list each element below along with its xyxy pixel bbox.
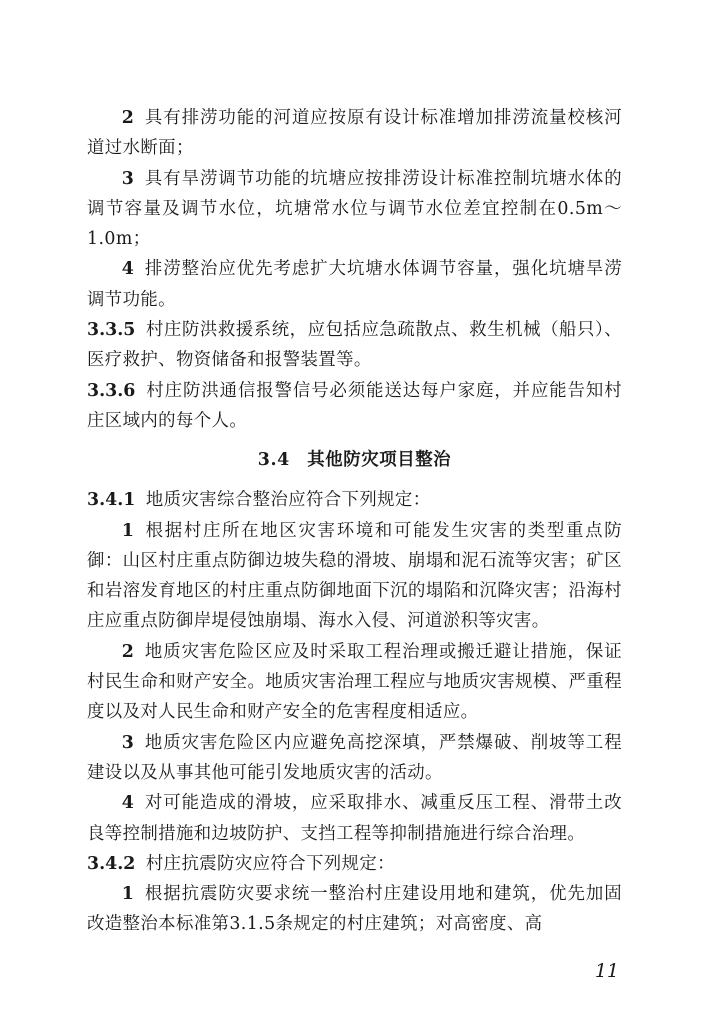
item-text: 具有排涝功能的河道应按原有设计标准增加排涝流量校核河道过水断面； [87,108,622,159]
clause [87,485,622,515]
item-text: 对可能造成的滑坡，应采取排水、减重反压工程、滑带土改良等控制措施和边坡防护、支挡工程等抑制措施进行综合治理。 [87,793,622,844]
item-text: 地质灾害危险区应及时采取工程治理或搬迁避让措施，保证村民生命和财产安全。地质灾害治理工程应与地质灾害规模、严重程度以及对人民生命和财产安全的危害程度相适应。 [87,641,622,723]
clause-text: 地质灾害综合整治应符合下列规定： [145,490,431,511]
clause-text: 村庄防洪救援系统，应包括应急疏散点、救生机械（船只）、医疗救护、物资储备和报警装置等。 [87,320,622,371]
item-number: 3 [121,168,134,189]
list-item [87,637,622,728]
clause [87,849,622,879]
list-item [87,788,622,849]
item-number: 1 [121,520,134,541]
section-number: 3.4 [257,450,290,471]
clause-number: 3.3.6 [87,380,136,401]
list-item [87,103,622,164]
section-title: 其他防灾项目整治 [307,450,452,471]
list-item [87,879,622,940]
list-item [87,164,622,255]
item-text: 排涝整治应优先考虑扩大坑塘水体调节容量，强化坑塘旱涝调节功能。 [87,259,622,310]
item-number: 4 [121,793,134,814]
list-item [87,254,622,315]
item-text: 地质灾害危险区内应避免高挖深填，严禁爆破、削坡等工程建设以及从事其他可能引发地质灾害的活动。 [87,732,622,783]
item-text: 具有旱涝调节功能的坑塘应按排涝设计标准控制坑塘水体的调节容量及调节水位，坑塘常水位与调节水位差宜控制在0.5m～1.0m； [87,168,622,250]
clause-text: 村庄防洪通信报警信号必须能送达每户家庭，并应能告知村庄区域内的每个人。 [87,380,622,431]
clause [87,315,622,376]
item-number: 1 [121,884,134,905]
page-content [87,103,622,940]
clause-number: 3.4.1 [87,490,136,511]
page-number: 11 [594,960,619,982]
clause-text: 村庄抗震防灾应符合下列规定： [145,853,395,874]
section-heading [87,445,622,475]
clause [87,376,622,437]
item-text: 根据抗震防灾要求统一整治村庄建设用地和建筑，优先加固改造整治本标准第3.1.5条规定的村庄建筑；对高密度、高 [87,884,622,935]
item-number: 4 [121,259,134,280]
list-item [87,516,622,637]
clause-number: 3.4.2 [87,853,136,874]
item-number: 2 [121,108,134,128]
list-item [87,728,622,789]
clause-number: 3.3.5 [87,320,136,341]
item-number: 2 [121,641,134,662]
item-number: 3 [121,732,134,753]
item-text: 根据村庄所在地区灾害环境和可能发生灾害的类型重点防御：山区村庄重点防御边坡失稳的滑坡、崩塌和泥石流等灾害；矿区和岩溶发育地区的村庄重点防御地面下沉的塌陷和沉降灾害；沿海村庄应重点防御岸堤侵蚀崩塌、海水入侵、河道淤积等灾害。 [87,520,622,632]
